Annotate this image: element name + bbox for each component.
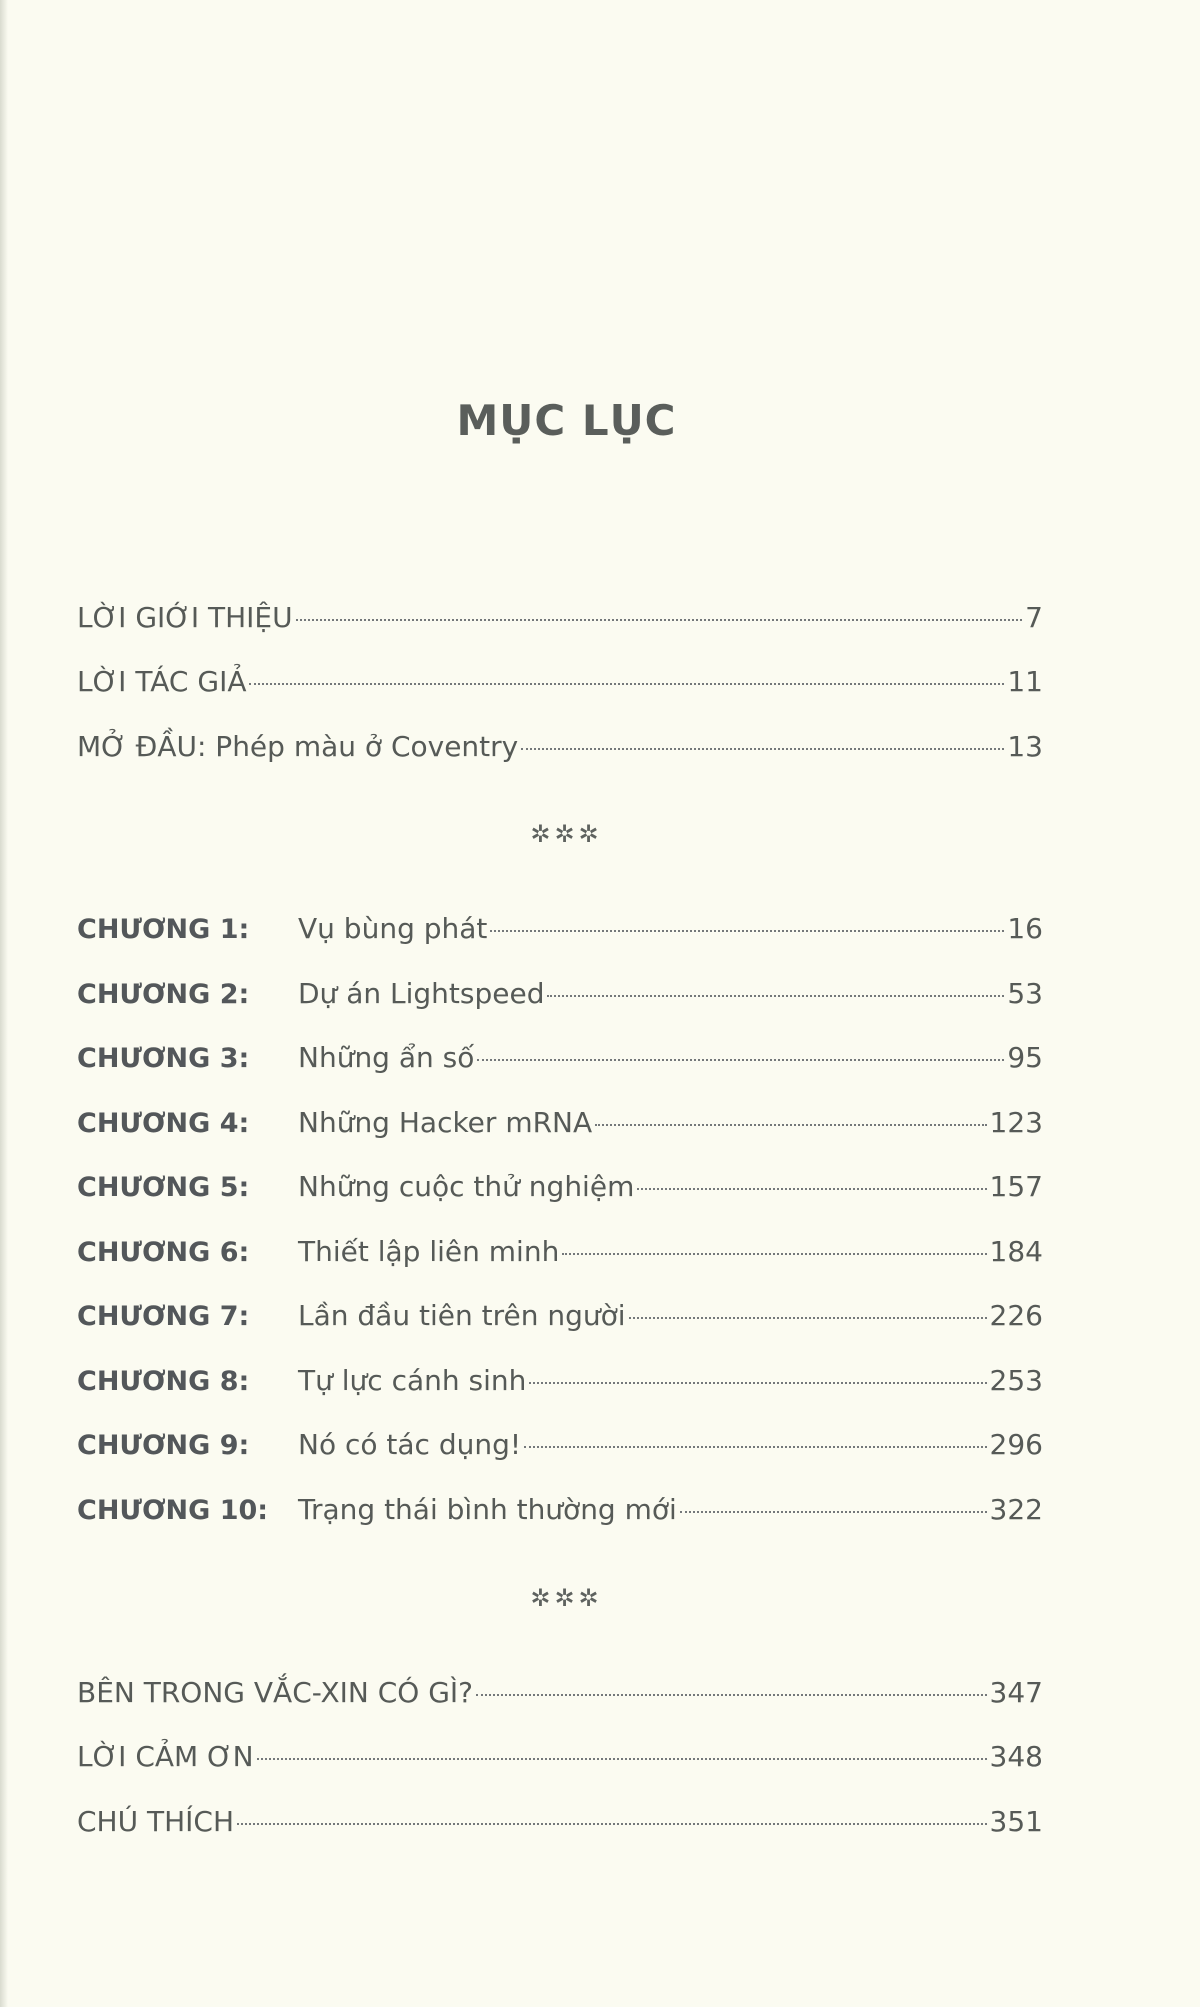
dot-leader <box>257 1758 987 1760</box>
chapter-label: CHƯƠNG 5: <box>77 1172 250 1203</box>
toc-entry-title: LỜI TÁC GIẢ <box>77 665 247 698</box>
toc-row-chapter-5[interactable] <box>77 1167 1043 1208</box>
dot-leader <box>476 1694 987 1696</box>
toc-row-chapter-2[interactable] <box>77 974 1043 1015</box>
toc-entry-title: BÊN TRONG VẮC-XIN CÓ GÌ? <box>77 1676 474 1709</box>
page-edge <box>0 0 8 2007</box>
toc-page-number: 7 <box>1025 601 1043 634</box>
toc-entry-title: Những ẩn số <box>298 1041 475 1074</box>
toc-row-chapter-3[interactable] <box>77 1038 1043 1079</box>
toc-row-chapter-10[interactable] <box>77 1490 1043 1531</box>
toc-row-chapter-1[interactable] <box>77 909 1043 950</box>
chapter-label: CHƯƠNG 7: <box>77 1301 250 1332</box>
dot-leader <box>490 930 1004 932</box>
dot-leader <box>637 1188 986 1190</box>
toc-entry-title: Nó có tác dụng! <box>298 1428 522 1461</box>
chapter-label: CHƯƠNG 4: <box>77 1108 250 1139</box>
section-divider: ✲✲✲ <box>530 820 603 848</box>
chapter-label: CHƯƠNG 1: <box>77 914 250 945</box>
toc-page-number: 13 <box>1007 730 1043 763</box>
toc-entry-title: Những Hacker mRNA <box>298 1106 593 1139</box>
toc-page-number: 348 <box>989 1740 1043 1773</box>
toc-page-number: 226 <box>989 1299 1043 1332</box>
toc-page-number: 157 <box>989 1170 1043 1203</box>
toc-entry-title: Tự lực cánh sinh <box>298 1364 527 1397</box>
dot-leader <box>524 1446 986 1448</box>
toc-entry-title: Vụ bùng phát <box>298 912 488 945</box>
toc-page-number: 184 <box>989 1235 1043 1268</box>
page-title: MỤC LỤC <box>456 396 677 445</box>
dot-leader <box>562 1253 986 1255</box>
toc-row-back-1[interactable] <box>77 1673 1043 1713</box>
toc-page-number: 11 <box>1007 665 1043 698</box>
toc-entry-title: LỜI GIỚI THIỆU <box>77 601 293 634</box>
chapter-label: CHƯƠNG 10: <box>77 1495 269 1526</box>
chapter-label: CHƯƠNG 2: <box>77 979 250 1010</box>
dot-leader <box>477 1059 1004 1061</box>
dot-leader <box>249 683 1004 685</box>
dot-leader <box>521 748 1004 750</box>
toc-page-number: 253 <box>989 1364 1043 1397</box>
toc-entry-title: CHÚ THÍCH <box>77 1805 235 1838</box>
toc-row-chapter-4[interactable] <box>77 1103 1043 1144</box>
dot-leader <box>595 1124 986 1126</box>
dot-leader <box>547 995 1004 997</box>
toc-entry-title: Dự án Lightspeed <box>298 977 545 1010</box>
dot-leader <box>529 1382 986 1384</box>
toc-entry-title: Những cuộc thử nghiệm <box>298 1170 635 1203</box>
toc-row-chapter-7[interactable] <box>77 1296 1043 1337</box>
dot-leader <box>629 1317 987 1319</box>
toc-entry-title: Thiết lập liên minh <box>298 1235 560 1268</box>
section-divider: ✲✲✲ <box>530 1584 603 1612</box>
toc-page-number: 322 <box>989 1493 1043 1526</box>
toc-row-front-1[interactable] <box>77 598 1043 638</box>
chapter-label: CHƯƠNG 3: <box>77 1043 250 1074</box>
toc-entry-title: Lần đầu tiên trên người <box>298 1299 626 1332</box>
chapter-label: CHƯƠNG 8: <box>77 1366 250 1397</box>
dot-leader <box>237 1823 987 1825</box>
toc-entry-title: LỜI CẢM ƠN <box>77 1740 254 1773</box>
toc-page-number: 95 <box>1007 1041 1043 1074</box>
dot-leader <box>680 1511 987 1513</box>
toc-page-number: 53 <box>1007 977 1043 1010</box>
toc-entry-title: Trạng thái bình thường mới <box>298 1493 677 1526</box>
toc-page-number: 347 <box>989 1676 1043 1709</box>
chapter-label: CHƯƠNG 6: <box>77 1237 250 1268</box>
toc-page-number: 123 <box>989 1106 1043 1139</box>
toc-row-chapter-8[interactable] <box>77 1361 1043 1402</box>
toc-page-number: 296 <box>989 1428 1043 1461</box>
toc-page-number: 351 <box>989 1805 1043 1838</box>
toc-row-front-2[interactable] <box>77 662 1043 702</box>
toc-row-back-3[interactable] <box>77 1802 1043 1842</box>
dot-leader <box>296 619 1023 621</box>
toc-row-front-3[interactable] <box>77 727 1043 767</box>
toc-row-back-2[interactable] <box>77 1737 1043 1777</box>
toc-page-number: 16 <box>1007 912 1043 945</box>
toc-row-chapter-9[interactable] <box>77 1425 1043 1466</box>
toc-row-chapter-6[interactable] <box>77 1232 1043 1273</box>
chapter-label: CHƯƠNG 9: <box>77 1430 250 1461</box>
toc-entry-title: MỞ ĐẦU: Phép màu ở Coventry <box>77 730 519 763</box>
